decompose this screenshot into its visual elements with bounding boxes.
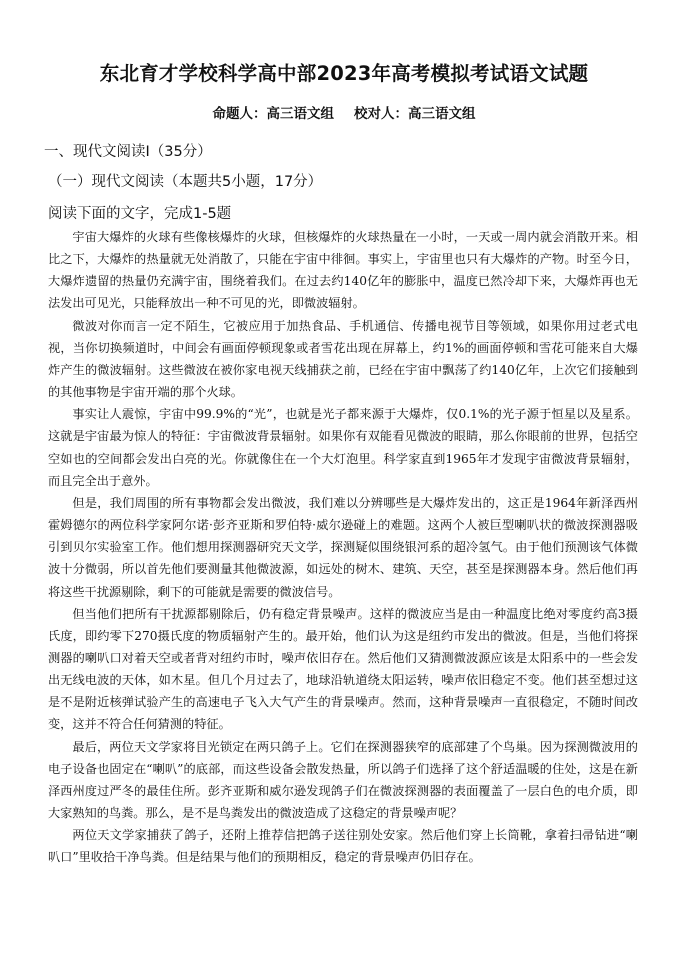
section-heading: 一、现代文阅读Ⅰ（35分） (44, 144, 212, 160)
passage-paragraph: 但是，我们周围的所有事物都会发出微波，我们难以分辨哪些是大爆炸发出的，这正是1964年新泽西州霍姆德尔的两位科学家阿尔诺·彭齐亚斯和罗伯特·威尔逊碰上的难题。这两个人被巨型喇叭状的微波探测器吸引到贝尔实验室工作。他们想用探测器研究天文学，探测疑似围绕银河系的超冷氢气。由于他们预测该气体微波十分微弱，所以首先他们要测量其他微波源，如远处的树木、建筑、天空，甚至是探测器本身。然后他们再将这些干扰源剔除，剩下的可能就是需要的微波信号。 (48, 495, 638, 599)
passage-paragraph: 但当他们把所有干扰源都剔除后，仍有稳定背景噪声。这样的微波应当是由一种温度比绝对零度约高3摄氏度，即约零下270摄氏度的物质辐射产生的。最开始，他们认为这是纽约市发出的微波。但是，当他们将探测器的喇叭口对着天空或者背对纽约市时，噪声依旧存在。然后他们又猜测微波源应该是太阳系中的一些会发出无线电波的天体，如木星。但几个月过去了，地球沿轨道绕太阳运转，噪声依旧稳定不变。他们甚至想过这是不是附近核弹试验产生的高速电子飞入大气产生的背景噪声。然而，这种背景噪声一直很稳定，不随时间改变，这并不符合任何猜测的特征。 (48, 606, 638, 732)
proofreader-credit: 校对人：高三语文组 (354, 106, 476, 122)
exam-title: 东北育才学校科学高中部2023年高考模拟考试语文试题 (99, 62, 589, 85)
passage-paragraph: 最后，两位天文学家将目光锁定在两只鸽子上。它们在探测器狭窄的底部建了个鸟巢。因为探测微波用的电子设备也固定在“喇叭”的底部，而这些设备会散发热量，所以鸽子们选择了这个舒适温暖的住处，这是在新泽西州度过严冬的最佳住所。彭齐亚斯和威尔逊发现鸽子们在微波探测器的表面覆盖了一层白色的电介质，即大家熟知的鸟粪。那么，是不是鸟粪发出的微波造成了这稳定的背景噪声呢？ (48, 739, 638, 821)
reading-passage (48, 226, 638, 869)
passage-paragraph: 两位天文学家捕获了鸽子，还附上推荐信把鸽子送往别处安家。然后他们穿上长筒靴，拿着扫帚钻进“喇叭口”里收拾干净鸟粪。但是结果与他们的预期相反，稳定的背景噪声仍旧存在。 (48, 828, 638, 865)
passage-paragraph: 事实让人震惊，宇宙中99.9%的“光”，也就是光子都来源于大爆炸，仅0.1%的光子源于恒星以及星系。这就是宇宙最为惊人的特征：宇宙微波背景辐射。如果你有双能看见微波的眼睛，那么你眼前的世界，包括空空如也的空间都会发出白亮的光。你就像住在一个大灯泡里。科学家直到1965年才发现宇宙微波背景辐射，而且完全出于意外。 (48, 407, 638, 488)
author-credit: 命题人：高三语文组 (212, 106, 334, 122)
byline (0, 102, 688, 122)
passage-paragraph: 宇宙大爆炸的火球有些像核爆炸的火球，但核爆炸的火球热量在一小时，一天或一周内就会消散开来。相比之下，大爆炸的热量就无处消散了，只能在宇宙中徘徊。事实上，宇宙里也只有大爆炸的产物。时至今日，大爆炸遗留的热量仍充满宇宙，围绕着我们。在过去约140亿年的膨胀中，温度已然冷却下来，大爆炸再也无法发出可见光，只能释放出一种不可见的光，即微波辐射。 (48, 230, 638, 311)
passage-paragraph: 微波对你而言一定不陌生，它被应用于加热食品、手机通信、传播电视节目等领域，如果你用过老式电视，当你切换频道时，中间会有画面停顿现象或者雪花出现在屏幕上，约1%的画面停顿和雪花可能来自大爆炸产生的微波辐射。这些微波在被你家电视天线捕获之前，已经在宇宙中飘荡了约140亿年，上次它们接触到的其他事物是宇宙开端的那个火球。 (48, 318, 638, 400)
subsection-heading: （一）现代文阅读（本题共5小题，17分） (48, 174, 323, 190)
reading-instruction: 阅读下面的文字，完成1-5题 (48, 206, 232, 222)
